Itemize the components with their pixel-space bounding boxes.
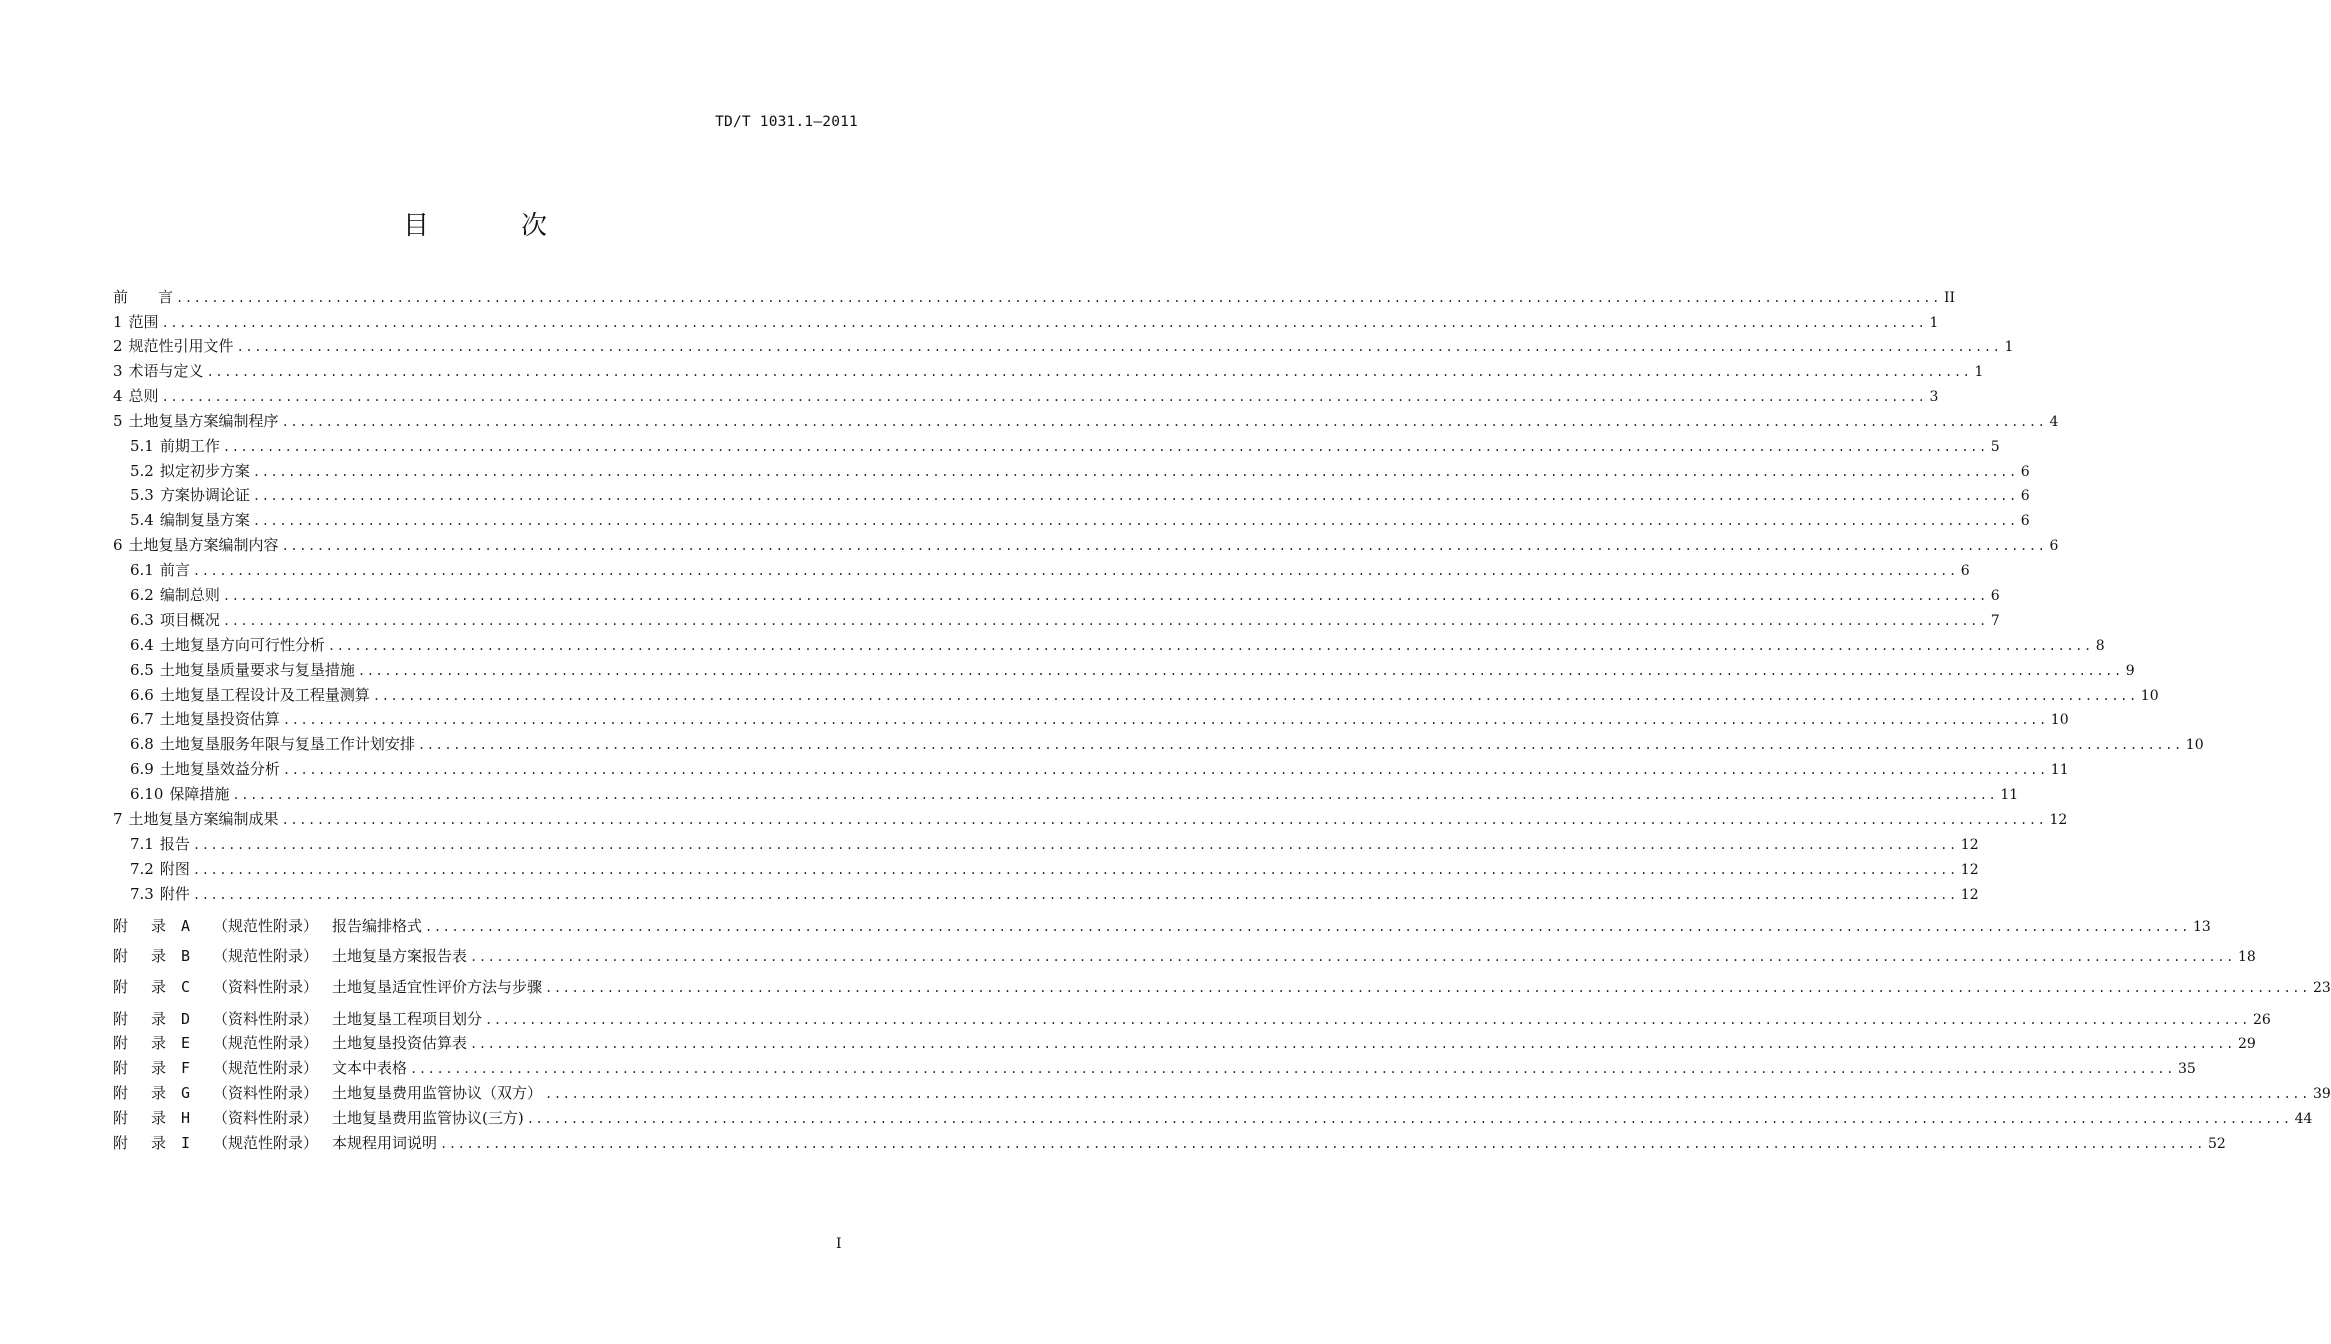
toc-entry-number: 7.3 [130, 885, 154, 903]
toc-entry-page: 8 [2095, 638, 2105, 654]
toc-entry[interactable] [113, 509, 2030, 531]
leader-dots: ........................................................................................................................................................................................................ [545, 1087, 2310, 1101]
toc-entry[interactable] [113, 684, 2159, 706]
toc-entry[interactable] [113, 311, 1939, 333]
toc-entry-text: 土地复垦方案编制内容 [128, 536, 279, 554]
toc-entry-title [113, 460, 250, 482]
toc-entry-title [113, 335, 234, 357]
appendix-entry-title [113, 915, 422, 937]
toc-entry-text: 附图 [159, 860, 190, 878]
leader-dots: ........................................................................................................................................................................................................ [410, 1062, 2175, 1076]
toc-entry-text: 拟定初步方案 [159, 462, 250, 480]
appendix-title-text: 土地复垦费用监管协议（双方） [332, 1084, 543, 1102]
toc-entry[interactable] [113, 410, 2059, 432]
toc-entry-number: 6.9 [130, 760, 154, 778]
appendix-entry[interactable] [113, 1057, 2196, 1079]
appendix-kind: （规范性附录） [213, 1134, 319, 1152]
appendix-label-lu: 录 [151, 978, 167, 996]
toc-entry-page: 12 [1960, 862, 1979, 878]
toc-entry-page: 10 [2185, 737, 2204, 753]
toc-entry[interactable] [113, 733, 2204, 755]
leader-dots: ........................................................................................................................................................................................................ [281, 813, 2047, 827]
toc-entry-text: 保障措施 [169, 785, 230, 803]
toc-entry[interactable] [113, 758, 2069, 780]
leader-dots: ........................................................................................................................................................................................................ [417, 738, 2183, 752]
leader-dots: ........................................................................................................................................................................................................ [327, 639, 2093, 653]
toc-entry-title [113, 559, 190, 581]
appendix-title-text: 报告编排格式 [332, 917, 423, 935]
toc-entry-text: 前言 [159, 561, 190, 579]
toc-entry-number: 7.1 [130, 835, 154, 853]
toc-entry-title [113, 783, 229, 805]
toc-entry-text: 土地复垦工程设计及工程量测算 [159, 686, 370, 704]
appendix-entry-title [113, 976, 542, 998]
toc-entry-page: 10 [2140, 688, 2159, 704]
appendix-label-fu: 附 [113, 978, 129, 996]
leader-dots: ........................................................................................................................................................................................................ [545, 981, 2310, 995]
leader-dots: ........................................................................................................................................................................................................ [222, 614, 1988, 628]
toc-entry-number: 6.7 [130, 710, 154, 728]
appendix-kind: （规范性附录） [213, 1059, 319, 1077]
toc-entry[interactable] [113, 584, 2000, 606]
toc-entry-number: 5.1 [130, 437, 154, 455]
toc-entry-page: 12 [2049, 812, 2068, 828]
toc-entry-text: 前期工作 [159, 437, 220, 455]
toc-entry-page: 1 [1929, 315, 1939, 331]
toc-entry-text: 项目概况 [159, 611, 220, 629]
appendix-letter: B [181, 947, 191, 965]
toc-entry-number: 2 [113, 337, 123, 355]
appendix-entry-page: 13 [2192, 919, 2211, 935]
toc-entry-title [113, 385, 159, 407]
appendix-title-text: 土地复垦投资估算表 [332, 1034, 468, 1052]
toc-entry-text: 报告 [159, 835, 190, 853]
toc-entry-number: 6.8 [130, 735, 154, 753]
toc-entry-title [113, 311, 159, 333]
toc-entry[interactable] [113, 286, 1955, 308]
toc-entry[interactable] [113, 833, 1979, 855]
appendix-entry[interactable] [113, 1032, 2256, 1054]
toc-entry-number: 6.2 [130, 586, 154, 604]
leader-dots: ........................................................................................................................................................................................................ [440, 1137, 2205, 1151]
toc-entry-number: 7.2 [130, 860, 154, 878]
toc-entry[interactable] [113, 783, 2019, 805]
toc-entry-page: 1 [1974, 364, 1984, 380]
toc-entry-page: 6 [2020, 488, 2030, 504]
toc-title [0, 205, 950, 242]
toc-entry-number: 4 [113, 387, 123, 405]
leader-dots: ........................................................................................................................................................................................................ [282, 713, 2048, 727]
toc-entry-page: 6 [1990, 588, 2000, 604]
toc-entry-page: 11 [2050, 762, 2069, 778]
appendix-label-fu: 附 [113, 1109, 129, 1127]
appendix-entry-title [113, 1008, 482, 1030]
toc-entry-title [113, 758, 280, 780]
toc-entry[interactable] [113, 634, 2105, 656]
appendix-kind: （规范性附录） [213, 917, 319, 935]
leader-dots: ........................................................................................................................................................................................................ [470, 1037, 2235, 1051]
appendix-label-lu: 录 [151, 1134, 167, 1152]
toc-entry-number: 5 [113, 412, 123, 430]
leader-dots: ........................................................................................................................................................................................................ [252, 514, 2018, 528]
leader-dots: ........................................................................................................................................................................................................ [252, 465, 2018, 479]
toc-entry-number: 5.3 [130, 486, 154, 504]
toc-entry[interactable] [113, 609, 2000, 631]
toc-entry-number: 6.5 [130, 661, 154, 679]
toc-entry-text: 范围 [128, 313, 159, 331]
leader-dots: ........................................................................................................................................................................................................ [222, 440, 1988, 454]
toc-entry[interactable] [113, 460, 2030, 482]
appendix-label-fu: 附 [113, 1034, 129, 1052]
appendix-label-lu: 录 [151, 1010, 167, 1028]
appendix-entry-title [113, 1132, 437, 1154]
toc-entry-title [113, 733, 415, 755]
toc-entry-text: 总则 [128, 387, 159, 405]
leader-dots: ........................................................................................................................................................................................................ [192, 863, 1958, 877]
leader-dots: ........................................................................................................................................................................................................ [281, 415, 2047, 429]
toc-entry-page: 6 [2049, 538, 2059, 554]
appendix-title-text: 本规程用词说明 [332, 1134, 438, 1152]
toc-entry-number: 5.2 [130, 462, 154, 480]
toc-entry-title [113, 833, 190, 855]
appendix-entry-title [113, 1032, 467, 1054]
leader-dots: ........................................................................................................................................................................................................ [526, 1112, 2292, 1126]
toc-entry[interactable] [113, 385, 1939, 407]
toc-entry-page: 1 [2004, 339, 2014, 355]
appendix-label-fu: 附 [113, 947, 129, 965]
toc-entry-title [113, 609, 220, 631]
toc-entry-number: 6.10 [130, 785, 164, 803]
leader-dots: ........................................................................................................................................................................................................ [485, 1013, 2250, 1027]
toc-entry-text: 方案协调论证 [159, 486, 250, 504]
toc-entry-text: 土地复垦方向可行性分析 [159, 636, 325, 654]
toc-entry[interactable] [113, 808, 2068, 830]
appendix-title-text: 土地复垦方案报告表 [332, 947, 468, 965]
toc-entry-page: 12 [1960, 887, 1979, 903]
appendix-letter: H [181, 1109, 191, 1127]
leader-dots: ........................................................................................................................................................................................................ [372, 689, 2138, 703]
toc-entry-number: 6.4 [130, 636, 154, 654]
toc-entry-title [113, 659, 355, 681]
appendix-title-text: 土地复垦费用监管协议(三方) [332, 1109, 524, 1127]
leader-dots: ........................................................................................................................................................................................................ [206, 365, 1972, 379]
leader-dots: ........................................................................................................................................................................................................ [357, 664, 2123, 678]
appendix-entry[interactable] [113, 1132, 2226, 1154]
toc-entry-title [113, 410, 279, 432]
toc-entry-title [113, 808, 279, 830]
appendix-label-lu: 录 [151, 1034, 167, 1052]
appendix-label-lu: 录 [151, 1059, 167, 1077]
toc-entry-page: 4 [2049, 414, 2059, 430]
toc-entry-text: 术语与定义 [128, 362, 204, 380]
toc-entry-title [113, 286, 173, 308]
appendix-kind: （资料性附录） [213, 1010, 319, 1028]
appendix-entry-page: 44 [2294, 1111, 2313, 1127]
appendix-label-lu: 录 [151, 1109, 167, 1127]
leader-dots: ........................................................................................................................................................................................................ [282, 763, 2048, 777]
appendix-letter: E [181, 1034, 191, 1052]
appendix-kind: （资料性附录） [213, 978, 319, 996]
toc-entry-number: 7 [113, 810, 123, 828]
leader-dots: ........................................................................................................................................................................................................ [232, 788, 1998, 802]
toc-entry-text: 土地复垦投资估算 [159, 710, 280, 728]
leader-dots: ........................................................................................................................................................................................................ [161, 390, 1927, 404]
leader-dots: ........................................................................................................................................................................................................ [161, 316, 1927, 330]
toc-entry-title [113, 858, 190, 880]
toc-entry[interactable] [113, 360, 1984, 382]
toc-title-char-1: 目 [402, 211, 429, 241]
toc-entry-title [113, 584, 220, 606]
appendix-kind: （资料性附录） [213, 1084, 319, 1102]
toc-entry[interactable] [113, 335, 2014, 357]
toc-entry-text: 土地复垦质量要求与复垦措施 [159, 661, 355, 679]
toc-entry-text: 附件 [159, 885, 190, 903]
appendix-label-fu: 附 [113, 1134, 129, 1152]
toc-entry-page: 9 [2125, 663, 2135, 679]
appendix-letter: C [181, 978, 191, 996]
toc-entry[interactable] [113, 708, 2069, 730]
toc-entry-page: 6 [2020, 464, 2030, 480]
appendix-title-text: 土地复垦适宜性评价方法与步骤 [332, 978, 543, 996]
toc-entry-text: 前 言 [113, 288, 174, 306]
appendix-letter: F [181, 1059, 191, 1077]
toc-entry-page: 10 [2050, 712, 2069, 728]
toc-entry-number: 6 [113, 536, 123, 554]
toc-entry[interactable] [113, 484, 2030, 506]
toc-entry-title [113, 534, 279, 556]
toc-entry-page: 7 [1990, 613, 2000, 629]
appendix-entry[interactable] [113, 1107, 2313, 1129]
leader-dots: ........................................................................................................................................................................................................ [192, 838, 1958, 852]
toc-entry-number: 3 [113, 362, 123, 380]
toc-entry[interactable] [113, 559, 1970, 581]
appendix-letter: A [181, 917, 191, 935]
toc-entry-number: 5.4 [130, 511, 154, 529]
leader-dots: ........................................................................................................................................................................................................ [192, 564, 1958, 578]
toc-entry-text: 编制总则 [159, 586, 220, 604]
toc-entry-title [113, 634, 325, 656]
appendix-entry[interactable] [113, 1008, 2271, 1030]
appendix-entry-page: 18 [2237, 949, 2256, 965]
appendix-label-fu: 附 [113, 1084, 129, 1102]
toc-entry-page: II [1943, 290, 1955, 306]
toc-entry[interactable] [113, 534, 2059, 556]
toc-entry-number: 6.1 [130, 561, 154, 579]
appendix-label-lu: 录 [151, 947, 167, 965]
toc-entry-number: 6.6 [130, 686, 154, 704]
toc-entry-text: 土地复垦方案编制程序 [128, 412, 279, 430]
appendix-entry-page: 39 [2312, 1086, 2331, 1102]
toc-entry-text: 土地复垦服务年限与复垦工作计划安排 [159, 735, 415, 753]
toc-entry-page: 5 [1990, 439, 2000, 455]
toc-entry-title [113, 435, 220, 457]
toc-entry-page: 12 [1960, 837, 1979, 853]
appendix-kind: （规范性附录） [213, 1034, 319, 1052]
appendix-title-text: 文本中表格 [332, 1059, 408, 1077]
toc-entry-text: 编制复垦方案 [159, 511, 250, 529]
toc-entry-title [113, 360, 204, 382]
toc-entry-text: 土地复垦方案编制成果 [128, 810, 279, 828]
appendix-letter: D [181, 1010, 191, 1028]
appendix-entry-title [113, 945, 467, 967]
appendix-label-lu: 录 [151, 1084, 167, 1102]
toc-entry-title [113, 484, 250, 506]
toc-entry-number: 1 [113, 313, 123, 331]
toc-entry-title [113, 509, 250, 531]
appendix-entry[interactable] [113, 976, 2331, 998]
appendix-entry-page: 23 [2312, 980, 2331, 996]
appendix-label-lu: 录 [151, 917, 167, 935]
toc-entry[interactable] [113, 858, 1979, 880]
toc-entry-text: 规范性引用文件 [128, 337, 234, 355]
toc-entry-title [113, 684, 370, 706]
appendix-entry-page: 52 [2207, 1136, 2226, 1152]
appendix-letter: G [181, 1084, 191, 1102]
appendix-entry-title [113, 1107, 524, 1129]
appendix-entry[interactable] [113, 915, 2211, 937]
appendix-entry-page: 26 [2252, 1012, 2271, 1028]
leader-dots: ........................................................................................................................................................................................................ [236, 340, 2002, 354]
page-number: I [836, 1236, 842, 1252]
toc-entry-text: 土地复垦效益分析 [159, 760, 280, 778]
appendix-entry-page: 29 [2237, 1036, 2256, 1052]
toc-entry-page: 3 [1929, 389, 1939, 405]
leader-dots: ........................................................................................................................................................................................................ [192, 888, 1958, 902]
leader-dots: ........................................................................................................................................................................................................ [222, 589, 1988, 603]
toc-entry[interactable] [113, 659, 2135, 681]
appendix-entry[interactable] [113, 1082, 2331, 1104]
appendix-label-fu: 附 [113, 1059, 129, 1077]
appendix-title-text: 土地复垦工程项目划分 [332, 1010, 483, 1028]
leader-dots: ........................................................................................................................................................................................................ [176, 291, 1941, 305]
appendix-entry[interactable] [113, 945, 2256, 967]
leader-dots: ........................................................................................................................................................................................................ [281, 539, 2047, 553]
toc-entry-page: 11 [2000, 787, 2019, 803]
appendix-entry-page: 35 [2177, 1061, 2196, 1077]
leader-dots: ........................................................................................................................................................................................................ [425, 920, 2190, 934]
toc-title-char-2: 次 [521, 211, 548, 241]
appendix-kind: （规范性附录） [213, 947, 319, 965]
toc-entry[interactable] [113, 883, 1979, 905]
appendix-letter: I [181, 1134, 191, 1152]
toc-entry-title [113, 883, 190, 905]
toc-entry-title [113, 708, 280, 730]
appendix-kind: （资料性附录） [213, 1109, 319, 1127]
appendix-label-fu: 附 [113, 1010, 129, 1028]
toc-entry[interactable] [113, 435, 2000, 457]
appendix-entry-title [113, 1057, 407, 1079]
appendix-entry-title [113, 1082, 542, 1104]
toc-entry-page: 6 [2020, 513, 2030, 529]
leader-dots: ........................................................................................................................................................................................................ [470, 950, 2235, 964]
toc-entry-page: 6 [1960, 563, 1970, 579]
appendix-label-fu: 附 [113, 917, 129, 935]
toc-entry-number: 6.3 [130, 611, 154, 629]
leader-dots: ........................................................................................................................................................................................................ [252, 489, 2018, 503]
standard-code: TD/T 1031.1—2011 [715, 114, 858, 130]
